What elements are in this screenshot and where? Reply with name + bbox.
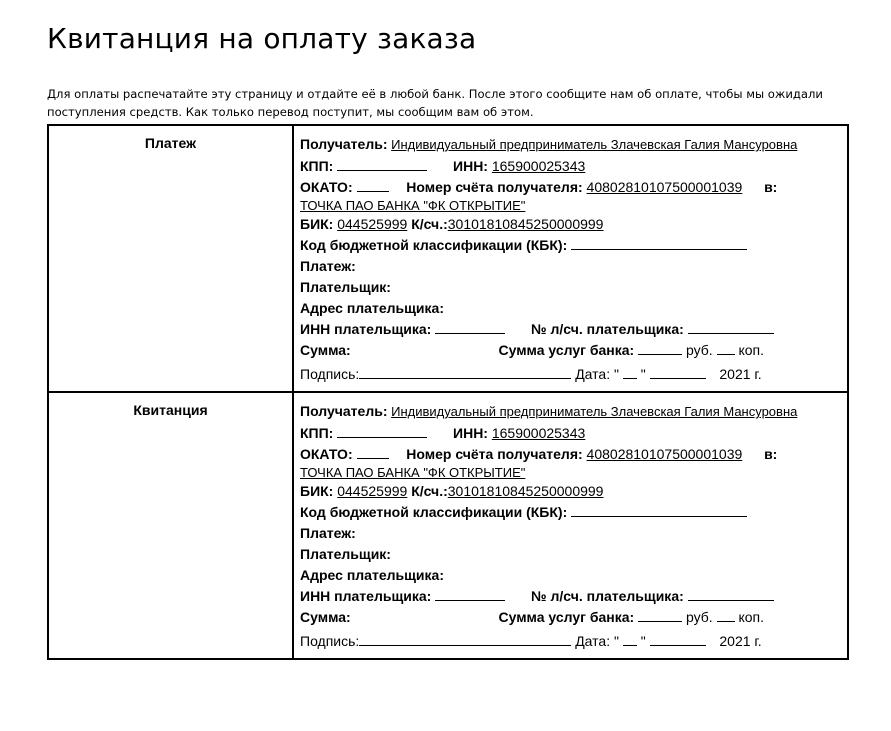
payer-label: Плательщик: — [300, 279, 391, 295]
receipt-section — [48, 125, 848, 392]
in-label: в: — [764, 179, 778, 195]
payer-inn-label: ИНН плательщика: — [300, 588, 432, 604]
payment-label: Платеж: — [300, 525, 356, 541]
section-label: Платеж — [48, 125, 293, 392]
payer-address-line — [300, 298, 841, 319]
fee-rub-blank — [638, 607, 682, 622]
okato-account-line — [300, 177, 841, 198]
account-value: 40802810107500001039 — [586, 446, 743, 462]
payer-account-label: № л/сч. плательщика: — [531, 588, 684, 604]
year-label: 2021 г. — [719, 633, 762, 649]
recipient-line — [300, 137, 841, 156]
recipient-name: Индивидуальный предприниматель Злачевская Галия Мансуровна — [391, 137, 798, 152]
inn-value: 165900025343 — [491, 158, 586, 174]
payer-inn-label: ИНН плательщика: — [300, 321, 432, 337]
account-label: Номер счёта получателя: — [406, 179, 583, 195]
date-quote: " — [640, 633, 646, 649]
okato-label: ОКАТО: — [300, 179, 353, 195]
inn-label: ИНН: — [453, 425, 488, 441]
bank-name: ТОЧКА ПАО БАНКА "ФК ОТКРЫТИЕ" — [300, 198, 526, 213]
account-value: 40802810107500001039 — [586, 179, 743, 195]
date-label: Дата: " — [575, 366, 619, 382]
inn-label: ИНН: — [453, 158, 488, 174]
receipt-table — [47, 124, 849, 660]
kpp-inn-line — [300, 423, 841, 444]
okato-label: ОКАТО: — [300, 446, 353, 462]
payer-address-line — [300, 565, 841, 586]
section-content — [293, 392, 848, 659]
rub-label: руб. — [685, 342, 713, 358]
ks-value: 30101810845250000999 — [447, 216, 604, 232]
date-quote: " — [640, 366, 646, 382]
signature-blank — [359, 631, 571, 646]
kop-label: коп. — [738, 609, 764, 625]
kpp-blank — [337, 423, 427, 438]
payer-account-label: № л/сч. плательщика: — [531, 321, 684, 337]
ks-value: 30101810845250000999 — [447, 483, 604, 499]
payer-label: Плательщик: — [300, 546, 391, 562]
kpp-label: КПП: — [300, 425, 334, 441]
payer-account-blank — [688, 586, 774, 601]
kbk-line — [300, 502, 841, 523]
section-label: Квитанция — [48, 392, 293, 659]
sum-line — [300, 340, 841, 361]
signature-line — [300, 631, 841, 652]
bik-value: 044525999 — [337, 216, 408, 232]
intro-text: Для оплаты распечатайте эту страницу и отдайте её в любой банк. После этого сообщите нам об оплате, чтобы мы ожидали поступления средств. Как только перевод поступит, мы сообщим вам об этом. — [47, 87, 823, 119]
kpp-blank — [337, 156, 427, 171]
okato-account-line — [300, 444, 841, 465]
sum-label: Сумма: — [300, 342, 351, 358]
receipt-section — [48, 392, 848, 659]
signature-line — [300, 364, 841, 385]
ks-label: К/сч.: — [411, 216, 448, 232]
fee-rub-blank — [638, 340, 682, 355]
bank-name: ТОЧКА ПАО БАНКА "ФК ОТКРЫТИЕ" — [300, 465, 526, 480]
okato-blank — [357, 444, 389, 459]
payer-address-label: Адрес плательщика: — [300, 567, 444, 583]
year-label: 2021 г. — [719, 366, 762, 382]
kbk-line — [300, 235, 841, 256]
date-month-blank — [650, 631, 706, 646]
payer-inn-line — [300, 586, 841, 607]
kpp-inn-line — [300, 156, 841, 177]
kop-label: коп. — [738, 342, 764, 358]
section-content — [293, 125, 848, 392]
recipient-label: Получатель: — [300, 136, 388, 152]
payer-line — [300, 277, 841, 298]
bank-line — [300, 198, 841, 214]
payer-account-blank — [688, 319, 774, 334]
payer-inn-blank — [435, 586, 505, 601]
date-day-blank — [623, 631, 637, 646]
bank-line — [300, 465, 841, 481]
bank-fee-label: Сумма услуг банка: — [498, 609, 635, 625]
bik-ks-line — [300, 481, 841, 502]
okato-blank — [357, 177, 389, 192]
fee-kop-blank — [717, 607, 735, 622]
date-month-blank — [650, 364, 706, 379]
rub-label: руб. — [685, 609, 713, 625]
recipient-label: Получатель: — [300, 403, 388, 419]
payment-line — [300, 523, 841, 544]
date-label: Дата: " — [575, 633, 619, 649]
payer-inn-line — [300, 319, 841, 340]
kpp-label: КПП: — [300, 158, 334, 174]
date-day-blank — [623, 364, 637, 379]
recipient-name: Индивидуальный предприниматель Злачевская Галия Мансуровна — [391, 404, 798, 419]
recipient-line — [300, 404, 841, 423]
payment-line — [300, 256, 841, 277]
signature-label: Подпись: — [300, 633, 360, 649]
account-label: Номер счёта получателя: — [406, 446, 583, 462]
bank-fee-label: Сумма услуг банка: — [498, 342, 635, 358]
bik-value: 044525999 — [337, 483, 408, 499]
payer-address-label: Адрес плательщика: — [300, 300, 444, 316]
bik-ks-line — [300, 214, 841, 235]
kbk-label: Код бюджетной классификации (КБК): — [300, 504, 568, 520]
inn-value: 165900025343 — [491, 425, 586, 441]
signature-label: Подпись: — [300, 366, 360, 382]
ks-label: К/сч.: — [411, 483, 448, 499]
payer-line — [300, 544, 841, 565]
bik-label: БИК: — [300, 483, 334, 499]
sum-label: Сумма: — [300, 609, 351, 625]
payer-inn-blank — [435, 319, 505, 334]
payment-label: Платеж: — [300, 258, 356, 274]
bik-label: БИК: — [300, 216, 334, 232]
fee-kop-blank — [717, 340, 735, 355]
sum-line — [300, 607, 841, 628]
in-label: в: — [764, 446, 778, 462]
kbk-blank — [571, 235, 747, 250]
page-title: Квитанция на оплату заказа — [47, 22, 477, 55]
signature-blank — [359, 364, 571, 379]
kbk-blank — [571, 502, 747, 517]
kbk-label: Код бюджетной классификации (КБК): — [300, 237, 568, 253]
